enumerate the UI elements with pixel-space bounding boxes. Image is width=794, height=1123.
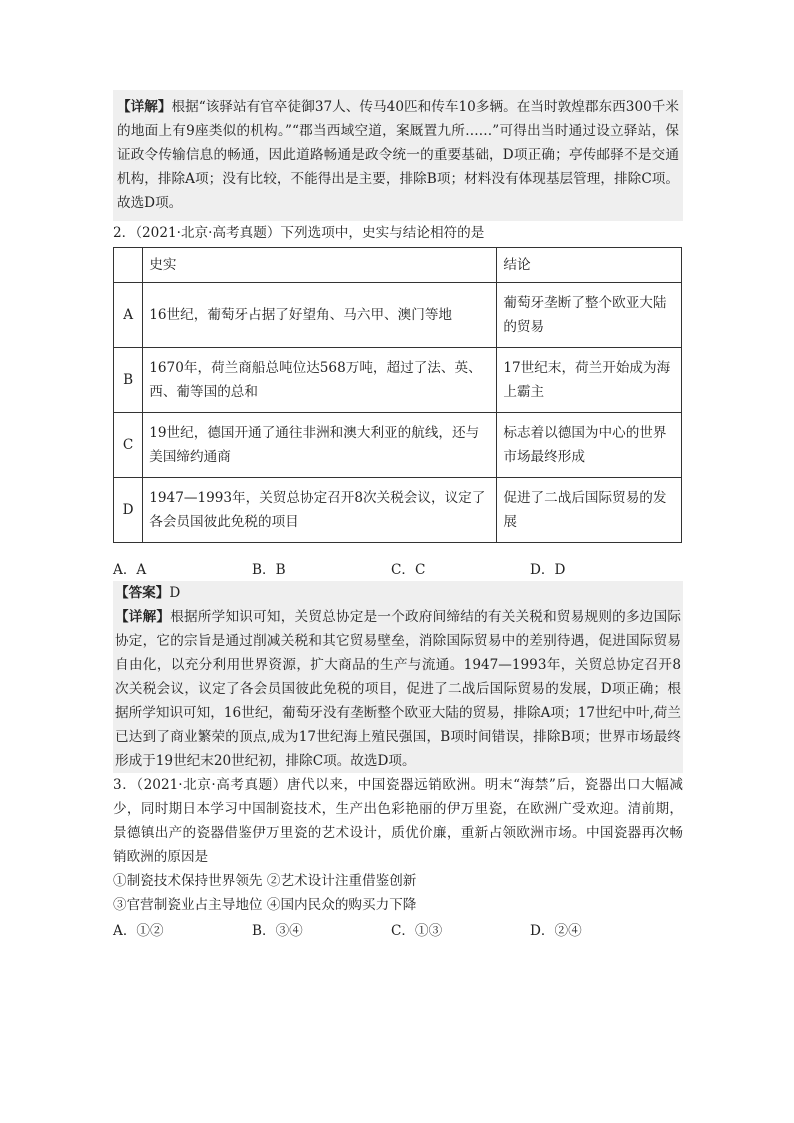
choice-b[interactable]: B．B <box>252 562 286 578</box>
row-fact: 1670年，荷兰商船总吨位达568万吨，超过了法、英、西、葡等国的总和 <box>143 348 497 413</box>
table-header-fact: 史实 <box>143 248 497 283</box>
row-fact: 16世纪，葡萄牙占据了好望角、马六甲、澳门等地 <box>143 283 497 348</box>
q1-analysis-block <box>113 90 683 221</box>
choice-c[interactable]: C．①③ <box>391 923 443 939</box>
row-label: D <box>114 478 143 543</box>
answer-value: D <box>169 585 181 601</box>
row-conclusion: 促进了二战后国际贸易的发展 <box>497 478 682 543</box>
row-label: C <box>114 413 143 478</box>
choice-b[interactable]: B．③④ <box>252 923 303 939</box>
q2-answer-block <box>113 581 683 773</box>
row-conclusion: 葡萄牙垄断了整个欧亚大陆的贸易 <box>497 283 682 348</box>
question-3-choices <box>113 919 683 943</box>
row-label: A <box>114 283 143 348</box>
q1-analysis <box>117 95 679 215</box>
question-2-choices <box>113 559 683 581</box>
table-row <box>114 413 682 478</box>
table-row <box>114 348 682 413</box>
table-row <box>114 283 682 348</box>
table-header-conclusion: 结论 <box>497 248 682 283</box>
table-row <box>114 478 682 543</box>
document-page <box>113 90 683 943</box>
table-header-blank <box>114 248 143 283</box>
row-conclusion: 17世纪末，荷兰开始成为海上霸主 <box>497 348 682 413</box>
choice-a[interactable]: A．①② <box>113 923 164 939</box>
choice-d[interactable]: D．D <box>530 562 566 578</box>
row-label: B <box>114 348 143 413</box>
choice-c[interactable]: C．C <box>391 562 426 578</box>
q2-analysis <box>115 605 681 773</box>
table-header-row <box>114 248 682 283</box>
question-2-stem: 2．（2021·北京·高考真题）下列选项中，史实与结论相符的是 <box>113 225 485 241</box>
facts-conclusions-table <box>113 247 682 543</box>
answer-tag: 【答案】 <box>115 585 170 601</box>
analysis-tag: 【详解】 <box>117 99 172 115</box>
analysis-tag: 【详解】 <box>115 609 171 625</box>
choice-d[interactable]: D．②④ <box>530 923 582 939</box>
choice-a[interactable]: A．A <box>113 562 147 578</box>
q2-answer <box>115 581 681 605</box>
question-3-options-line-1: ①制瓷技术保持世界领先 ②艺术设计注重借鉴创新 <box>113 873 417 889</box>
question-3-stem: 3．（2021·北京·高考真题）唐代以来，中国瓷器远销欧洲。明末“海禁”后，瓷器出口大幅减少，同时期日本学习中国制瓷技术，生产出色彩艳丽的伊万里瓷，在欧洲广受欢迎。清前期，景德镇出产的瓷器借鉴伊万里瓷的艺术设计，质优价廉，重新占领欧洲市场。中国瓷器再次畅销欧洲的原因是 <box>113 777 683 865</box>
row-fact: 1947—1993年，关贸总协定召开8次关税会议，议定了各会员国彼此免税的项目 <box>143 478 497 543</box>
row-conclusion: 标志着以德国为中心的世界市场最终形成 <box>497 413 682 478</box>
analysis-text: 根据所学知识可知，关贸总协定是一个政府间缔结的有关关税和贸易规则的多边国际协定，它的宗旨是通过削减关税和其它贸易壁垒，消除国际贸易中的差别待遇，促进国际贸易自由化，以充分利用世界资源，扩大商品的生产与流通。1947—1993年，关贸总协定召开8次关税会议，议定了各会员国彼此免税的项目，促进了二战后国际贸易的发展，D项正确；根据所学知识可知，16世纪，葡萄牙没有垄断整个欧亚大陆的贸易，排除A项；17世纪中叶,荷兰已达到了商业繁荣的顶点,成为17世纪海上殖民强国，B项时间错误，排除B项；世界市场最终形成于19世纪末20世纪初，排除C项。故选D项。 <box>115 609 682 769</box>
row-fact: 19世纪，德国开通了通往非洲和澳大利亚的航线，还与美国缔约通商 <box>143 413 497 478</box>
analysis-text: 根据“该驿站有官卒徒御37人、传马40匹和传车10多辆。在当时敦煌郡东西300千米的地面上有9座类似的机构。”“郡当西域空道，案厩置九所……”可得出当时通过设立驿站，保证政令传输信息的畅通，因此道路畅通是政令统一的重要基础，D项正确；亭传邮驿不是交通机构，排除A项；没有比较，不能得出是主要，排除B项；材料没有体现基层管理，排除C项。故选D项。 <box>117 99 679 211</box>
question-3-options-line-2: ③官营制瓷业占主导地位 ④国内民众的购买力下降 <box>113 897 417 913</box>
